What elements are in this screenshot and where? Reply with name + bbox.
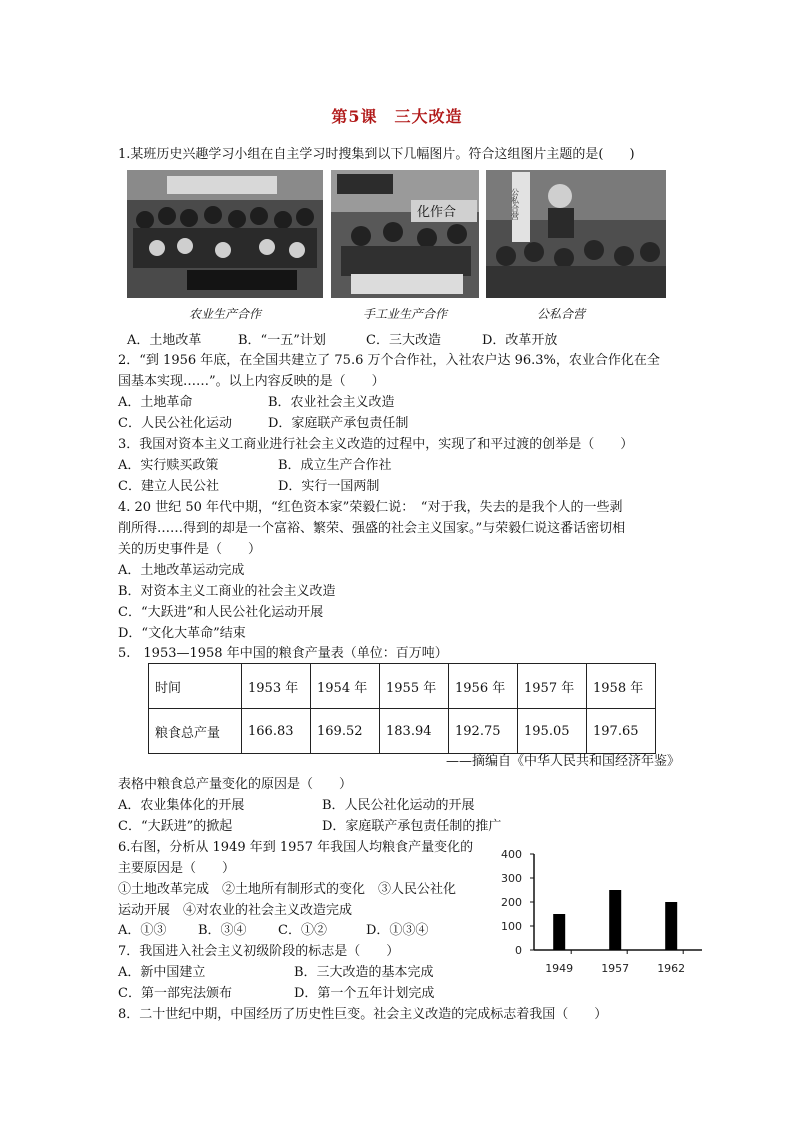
q4-option-d: D．“文化大革命”结束: [118, 626, 246, 641]
page-title: 第5课 三大改造: [331, 107, 463, 126]
table-cell: 1958 年: [587, 664, 656, 709]
bar: [609, 890, 621, 950]
q8-stem: 8．二十世纪中期，中国经历了历史性巨变。社会主义改造的完成标志着我国（ ）: [118, 1007, 608, 1022]
q6-stem-line-2: 主要原因是（ ）: [118, 861, 236, 876]
y-tick-label: 0: [515, 944, 522, 957]
q1-stem: 1.某班历史兴趣学习小组在自主学习时搜集到以下几幅图片。符合这组图片主题的是( ): [118, 147, 635, 162]
x-tick-label: 1949: [545, 962, 574, 975]
q6-option-c: C．①②: [278, 923, 327, 938]
q2-stem-line-2: 国基本实现……”。以上内容反映的是（ ）: [118, 374, 385, 389]
q1-option-a: A．土地改革: [127, 333, 202, 348]
q3-option-d: D．实行一国两制: [278, 479, 380, 494]
photo-sign-cooperative: 化作合: [417, 205, 457, 220]
q6-stem-line-1: 6.右图，分析从 1949 年到 1957 年我国人均粮食产量变化的: [118, 840, 474, 855]
y-tick-label: 200: [501, 896, 522, 909]
caption-handicraft: 手工业生产合作: [362, 307, 447, 321]
photo-handicraft-cooperation: [331, 170, 479, 298]
photo-sign-gongsi: 公私合营: [510, 188, 520, 220]
per-capita-grain-chart: [490, 842, 706, 978]
q7-option-a: A．新中国建立: [118, 965, 206, 980]
q5-option-a: A．农业集体化的开展: [118, 798, 245, 813]
bar: [553, 914, 565, 950]
q7-option-d: D．第一个五年计划完成: [294, 986, 435, 1001]
q6-stem-line-3: ①土地改革完成 ②土地所有制形式的变化 ③人民公社化: [118, 882, 457, 897]
q6-option-a: A．①③: [118, 923, 167, 938]
q4-option-c: C．“大跃进”和人民公社化运动开展: [118, 605, 324, 620]
q2-option-b: B．农业社会主义改造: [268, 395, 395, 410]
grain-output-table: [148, 663, 656, 754]
q6-option-b: B．③④: [198, 923, 247, 938]
table-cell: 166.83: [242, 709, 311, 754]
q4-option-b: B．对资本主义工商业的社会主义改造: [118, 584, 336, 599]
caption-public-private: 公私合营: [536, 307, 585, 321]
x-tick-label: 1962: [657, 962, 686, 975]
photo-public-private-partnership: [486, 170, 666, 298]
q1-option-c: C．三大改造: [366, 333, 441, 348]
q4-stem-line-2: 削所得……得到的却是一个富裕、繁荣、强盛的社会主义国家。”与荣毅仁说这番话密切相: [118, 521, 626, 536]
q1-option-d: D．改革开放: [482, 333, 558, 348]
table-cell: 169.52: [311, 709, 380, 754]
table-cell: 1954 年: [311, 664, 380, 709]
table-cell: 时间: [149, 664, 242, 709]
q3-option-a: A．实行赎买政策: [118, 458, 219, 473]
q3-option-c: C．建立人民公社: [118, 479, 219, 494]
table-cell: 1957 年: [518, 664, 587, 709]
table-cell: 192.75: [449, 709, 518, 754]
q1-option-b: B．“一五”计划: [238, 333, 326, 348]
q5-option-d: D．家庭联产承包责任制的推广: [322, 819, 502, 834]
table-cell: 1956 年: [449, 664, 518, 709]
q2-option-c: C．人民公社化运动: [118, 416, 232, 431]
table-cell: 粮食总产量: [149, 709, 242, 754]
q2-option-d: D．家庭联产承包责任制: [268, 416, 409, 431]
x-tick-label: 1957: [601, 962, 630, 975]
y-tick-label: 400: [501, 848, 522, 861]
bar: [665, 902, 677, 950]
q5-option-c: C．“大跃进”的掀起: [118, 819, 233, 834]
caption-agriculture: 农业生产合作: [188, 307, 261, 321]
y-tick-label: 100: [501, 920, 522, 933]
table-row: [149, 709, 656, 754]
q6-option-d: D．①③④: [366, 923, 429, 938]
q2-option-a: A．土地革命: [118, 395, 193, 410]
table-cell: 183.94: [380, 709, 449, 754]
q5-option-b: B．人民公社化运动的开展: [322, 798, 475, 813]
table-cell: 195.05: [518, 709, 587, 754]
table-header-row: [149, 664, 656, 709]
q5-question: 表格中粮食总产量变化的原因是（ ）: [118, 777, 353, 792]
q7-option-c: C．第一部宪法颁布: [118, 986, 232, 1001]
table-cell: 197.65: [587, 709, 656, 754]
y-tick-label: 300: [501, 872, 522, 885]
q4-stem-line-3: 关的历史事件是（ ）: [118, 542, 262, 557]
table-cell: 1955 年: [380, 664, 449, 709]
q3-stem: 3．我国对资本主义工商业进行社会主义改造的过程中，实现了和平过渡的创举是（ ）: [118, 437, 634, 452]
q7-stem: 7．我国进入社会主义初级阶段的标志是（ ）: [118, 944, 400, 959]
q7-option-b: B．三大改造的基本完成: [294, 965, 434, 980]
table-cell: 1953 年: [242, 664, 311, 709]
q3-option-b: B．成立生产合作社: [278, 458, 392, 473]
q4-option-a: A．土地改革运动完成: [118, 563, 245, 578]
q6-stem-line-4: 运动开展 ④对农业的社会主义改造完成: [118, 903, 353, 918]
table-source: ——摘编自《中华人民共和国经济年鉴》: [445, 754, 680, 769]
q2-stem-line-1: 2．“到 1956 年底，在全国共建立了 75.6 万个合作社，入社农户达 96.3%，农业合作化在全: [118, 353, 660, 368]
q4-stem-line-1: 4. 20 世纪 50 年代中期，“红色资本家”荣毅仁说： “对于我，失去的是我个人的一些剥: [118, 500, 623, 515]
q5-stem: 5. 1953—1958 年中国的粮食产量表（单位：百万吨）: [118, 646, 448, 661]
photo-agriculture-cooperation: [127, 170, 323, 298]
